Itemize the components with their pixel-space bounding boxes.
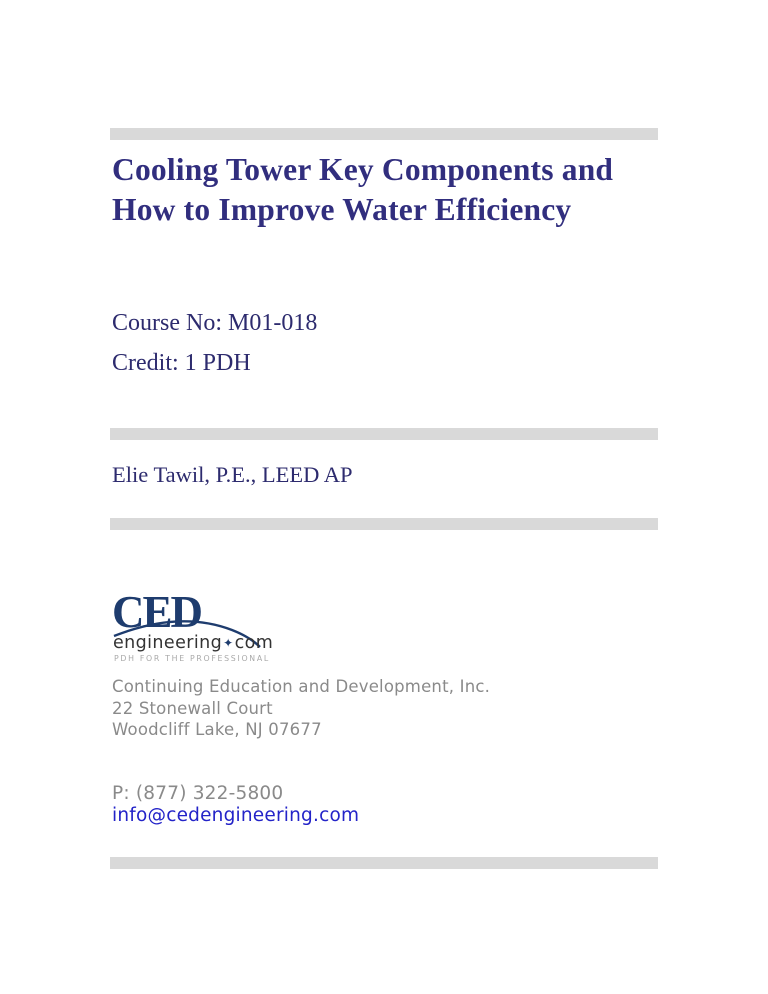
divider-bar-top [110, 128, 658, 140]
page-title [112, 150, 672, 230]
logo-engineering-com [113, 633, 273, 653]
course-number: Course No: M01-018 [112, 310, 318, 336]
divider-bar-bottom [110, 857, 658, 869]
company-address-line1: 22 Stonewall Court [112, 698, 273, 718]
logo-engineering-text: engineering [113, 633, 223, 653]
company-email-link[interactable]: info@cedengineering.com [112, 805, 360, 826]
company-phone: P: (877) 322-5800 [112, 783, 284, 804]
course-info [112, 303, 317, 383]
company-name: Continuing Education and Development, Inc. [112, 677, 491, 696]
page-title-line1: Cooling Tower Key Components and [112, 152, 614, 187]
page-title-line2: How to Improve Water Efficiency [112, 192, 572, 227]
divider-bar-middle-2 [110, 518, 658, 530]
divider-bar-middle-1 [110, 428, 658, 440]
company-address-line2: Woodcliff Lake, NJ 07677 [112, 720, 322, 739]
logo-com-text: com [234, 633, 274, 653]
logo-tagline: PDH FOR THE PROFESSIONAL [114, 654, 270, 663]
ced-engineering-logo [112, 587, 274, 663]
logo-ced-text: CED [112, 587, 202, 637]
course-credit: Credit: 1 PDH [112, 350, 251, 376]
company-address-block [112, 676, 490, 741]
author-name: Elie Tawil, P.E., LEED AP [112, 462, 353, 487]
logo-star-icon: ✦ [223, 636, 234, 650]
